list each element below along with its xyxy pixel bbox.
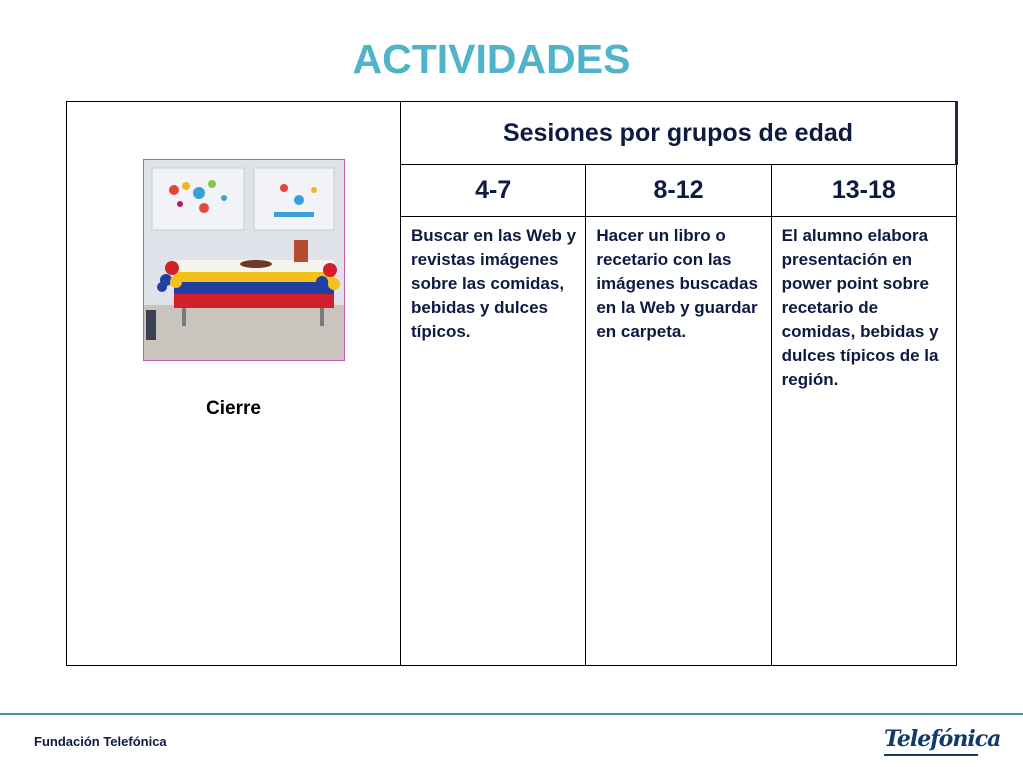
age-group-4-7: 4-7 xyxy=(401,165,586,217)
closing-event-photo xyxy=(143,159,345,361)
age-group-8-12: 8-12 xyxy=(586,165,771,217)
table-header: Sesiones por grupos de edad xyxy=(401,102,957,165)
activities-table xyxy=(66,101,958,666)
footer-organization: Fundación Telefónica xyxy=(34,734,167,749)
activity-4-7: Buscar en las Web y revistas imágenes sobre las comidas, bebidas y dulces típicos. xyxy=(401,217,586,666)
logo-underline xyxy=(884,754,978,756)
age-group-13-18: 13-18 xyxy=(771,165,956,217)
activity-8-12: Hacer un libro o recetario con las imágenes buscadas en la Web y guardar en carpeta. xyxy=(586,217,771,666)
activity-13-18: El alumno elabora presentación en power point sobre recetario de comidas, bebidas y dulces típicos de la región. xyxy=(771,217,956,666)
photo-cell xyxy=(67,102,401,666)
telefonica-logo: Telefónica xyxy=(884,726,1001,752)
slide-title: ACTIVIDADES xyxy=(352,36,631,82)
photo-caption: Cierre xyxy=(206,398,261,419)
footer-divider xyxy=(0,713,1023,715)
